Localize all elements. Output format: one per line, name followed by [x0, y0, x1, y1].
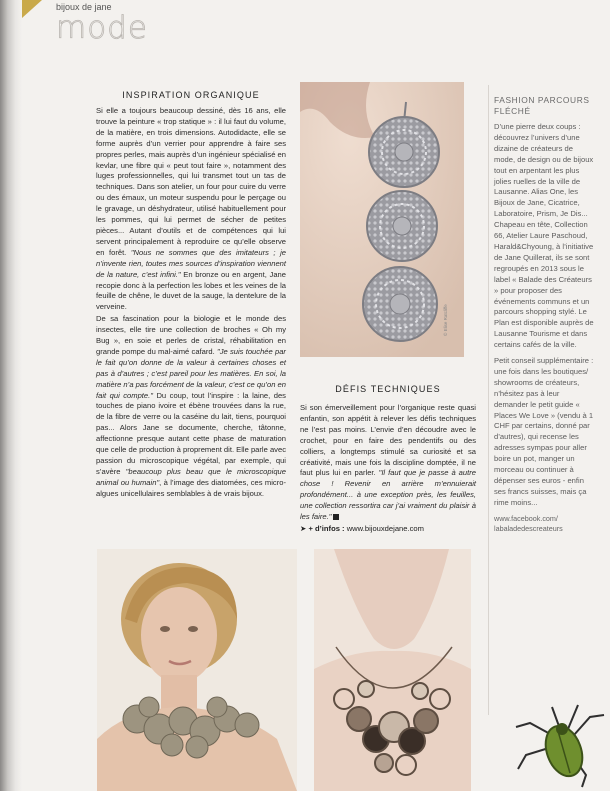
sidebar-paragraph-1: D’une pierre deux coups : découvrez l’univers d’une dizaine de créateurs de mode, de design ou de bijoux tout en arpentant les plus jolies ruelles de la ville de Lausanne. Alias One, les Bijoux de Jane, Cicatrice, Laboratoire, Prism, Je Dis... Chapeau en tête, Collection 66, Atelier Laure Paschoud, Harald&Chyoung, à l’initiative de Jane Quillerat, ils se sont regroupés en 2013 sous le label « Balade des Créateurs » pour proposer des événements communs et un parcours shopping stylé. Le Plan est disponible auprès de Lausanne Tourisme et dans certains cafés de la ville. — [494, 122, 594, 350]
crochet-earring-photo — [300, 82, 464, 357]
page-binding — [0, 0, 22, 791]
ring-necklace-illustration — [314, 549, 471, 791]
crochet-disc-3 — [363, 267, 437, 341]
woman-necklace-photo — [97, 549, 297, 791]
arrow-icon: ➤ — [300, 524, 307, 533]
section-title: mode — [56, 10, 148, 46]
sidebar-box — [494, 95, 594, 534]
quote-2: "Je suis touchée par le fait qu’on donne de la valeur à certaines choses et pas à d’autres ; c’est pareil pour les matières. En soi, la matière n’a pas forcément de la valeur, c’est ce qu’on en fait qui compte." — [96, 346, 286, 400]
article-right-body — [300, 403, 476, 524]
end-mark — [333, 514, 339, 520]
heading-inspiration: INSPIRATION ORGANIQUE — [122, 90, 260, 100]
infos-line — [300, 524, 424, 533]
paragraph-1: Si elle a toujours beaucoup dessiné, dès 16 ans, elle trouve la peinture « trop statique » : il lui faut du volume, de la matière, en trois dimensions. Autodidacte, elle se forme auprès d’un verrier pour apprendre à faire ses propres perles, mais auprès d’un ingénieur spécialisé en kevlar, une fibre qui « peut tout faire », notamment des luges professionnelles, qui lui transmet tout un tas de techniques. Dans son atelier, un four pour cuire du verre ou des émaux, un moteur suspendu pour le perçage ou le gravage, un déshydrateur, utilisé habituellement pour les pommes, qui lui permet de sécher de petites pièces... Autant d’outils et de compétences qui lui servent principalement à reproduire ce qu’elle observe en forêt. — [96, 106, 286, 257]
paragraph-4: Du coup, tout l’inspire : la laine, des touches de piano ivoire et ébène trouvées dans la rue, de la fibre de verre ou la caséine du lait, tiens, pourquoi pas... Alors Jane se documente, cherche, tâtonne, affectionne presque autant cette phase de maturation que celle de production à proprement dit. Elle parle avec passion du microscopique végétal, par exemple, qui s’avère — [96, 390, 286, 476]
infos-link[interactable]: www.bijouxdejane.com — [346, 524, 424, 533]
sidebar-title: FASHION PARCOURS FLÉCHÉ — [494, 95, 590, 116]
section-kicker: bijoux de jane — [56, 2, 112, 12]
paragraph-3: De sa fascination pour la biologie et le monde des insectes, elle tire une collection de broches « Oh my Bug », en soie et perles de cristal, réhabilitation en grande pompe du mal-aimé cafard. — [96, 314, 286, 356]
sidebar-paragraph-2: Petit conseil supplémentaire : une fois dans les boutiques/ showrooms de créateurs, n’hésitez pas à leur demander le petit guide « Places We Love » (vendu à 1 CHF par certains, donné par d’autres), qui recense les adresses sympas pour aller boire un pot, manger un morceau ou continuer à dépenser ses euros - enfin ses francs suisses, mais ça rime moins... — [494, 356, 594, 507]
infos-label: + d’infos : — [308, 524, 345, 533]
quote-4: "Il faut que je passe à autre chose ! Revenir en arrière m’ennuierait profondément... à une exception près, les feuilles, une collection ressortira car j’ai vraiment du plaisir à les faire." — [300, 468, 476, 522]
sidebar-link-2[interactable]: labaladedescreateurs — [494, 523, 563, 533]
photo-credit: © Elise Ratcliffe — [443, 304, 448, 336]
paragraph-2: En bronze ou en argent, Jane recopie donc à la perfection les lobes et les veines de la feuille de chêne, le duvet de la sauge, la dentelure de la verveine. — [96, 269, 286, 312]
paragraph-6: Si son émerveillement pour l’organique reste quasi enfantin, son appétit à relever les défis techniques ne l’est pas moins. L’envie d’en découdre avec le crochet, pour en faire des pendentifs ou des colliers, a longtemps stimulé sa curiosité et sa créativité, mais une fois la discipline domptée, il ne faut plus lui en parler. — [300, 403, 476, 478]
sidebar-link-1[interactable]: www.facebook.com/ — [494, 513, 558, 523]
crochet-disc-2 — [367, 191, 437, 261]
woman-necklace-illustration — [97, 549, 297, 791]
paragraph-5: , à l’image des diatomées, ces micro-algues unicellulaires semblables à de vrais bijoux. — [96, 477, 286, 498]
heading-defis: DÉFIS TECHNIQUES — [335, 384, 441, 394]
sidebar-divider — [488, 85, 489, 715]
crochet-earring-illustration — [300, 82, 464, 357]
ring-necklace-photo — [314, 549, 471, 791]
crochet-disc-1 — [369, 117, 439, 187]
article-left-body — [96, 106, 286, 501]
quote-3: "beaucoup plus beau que le microscopique animal ou humain" — [96, 466, 286, 487]
corner-tab — [22, 0, 42, 18]
quote-1: "Nous ne sommes que des imitateurs ; je n’invente rien, toutes mes sources d’inspiration viennent de la nature, c’est infini." — [96, 247, 286, 279]
bug-brooch-illustration — [512, 695, 610, 791]
bug-brooch-photo — [512, 695, 610, 791]
